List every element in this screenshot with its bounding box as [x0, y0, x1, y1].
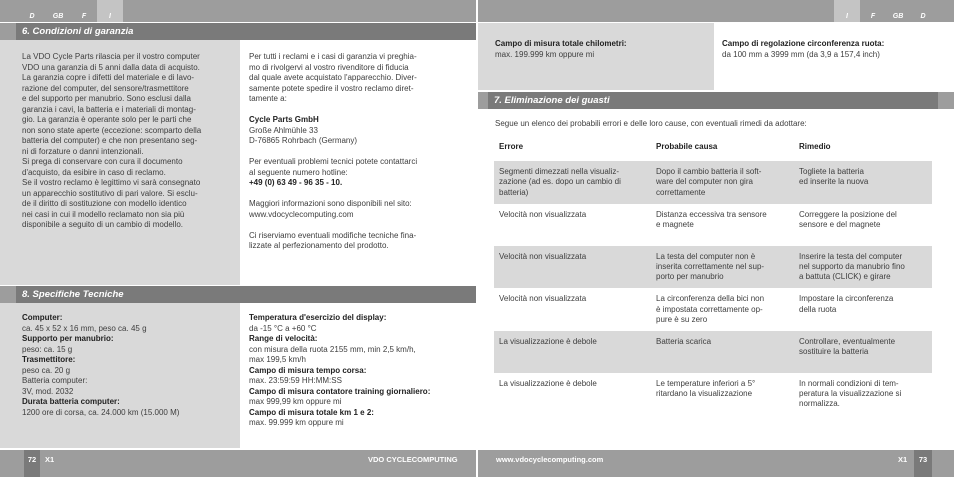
cell-cause-line: Dopo il cambio batteria il soft- — [656, 167, 762, 177]
cell-cause — [651, 161, 794, 204]
specs-section-header: 8. Specifiche Tecniche — [16, 286, 476, 303]
cell-cause-line: Distanza eccessiva tra sensore — [656, 209, 767, 219]
specs-col3 — [495, 39, 710, 60]
table-row — [494, 204, 932, 246]
cell-cause — [651, 373, 794, 416]
cell-error — [494, 161, 651, 204]
warranty-col1-line: La garanzia copre i difetti del materiale e di lavo- — [22, 73, 195, 82]
language-tab-gb[interactable]: GB — [892, 13, 904, 20]
page-number-left: 72 — [24, 450, 40, 477]
language-tab-f[interactable]: F — [81, 13, 87, 20]
warranty-col2-intro-line: tamente a: — [249, 94, 287, 103]
table-row — [494, 373, 932, 416]
cell-error — [494, 288, 651, 331]
language-tab-d[interactable]: D — [920, 13, 926, 20]
warranty-col1-line: razione del computer, del sensore/trasmettitore — [22, 83, 189, 93]
footer-brand: VDO CYCLECOMPUTING — [368, 455, 458, 464]
cell-remedy-line: sensore e del magnete — [799, 220, 881, 230]
footer-model-left: X1 — [45, 455, 55, 464]
cell-error — [494, 331, 651, 373]
warranty-section-header: 6. Condizioni di garanzia — [16, 23, 476, 40]
warranty-col1-line: Se il vostro reclamo è legittimo vi sarà consegnato — [22, 178, 201, 187]
warranty-col1-line: ni di forzature o danni intenzionali. — [22, 146, 144, 156]
left-edge-bar — [0, 23, 16, 40]
reserve-text-line: lizzate al perfezionamento del prodotto. — [249, 241, 389, 250]
cell-error-line: Segmenti dimezzati nella visualiz- — [499, 167, 620, 177]
spec-computer-value: ca. 45 x 52 x 16 mm, peso ca. 45 g — [22, 323, 147, 333]
spec-km12-label: Campo di misura totale km 1 e 2: — [249, 407, 374, 417]
cell-cause-line: inserita correttamente nel sup- — [656, 262, 765, 272]
troubleshooting-section-header: 7. Eliminazione dei guasti — [488, 92, 938, 109]
spec-total-label: Campo di misura totale chilometri: — [495, 39, 627, 48]
left-gutter-right-page — [478, 92, 488, 109]
spec-time-value: max. 23:59:59 HH:MM:SS — [249, 376, 342, 385]
spec-battery-value: 1200 ore di corsa, ca. 24.000 km (15.000 M) — [22, 407, 180, 417]
spec-wheel-label: Campo di regolazione circonferenza ruota: — [722, 39, 885, 48]
cell-remedy-line: Togliete la batteria — [799, 167, 864, 177]
warranty-col1-line: non sono state aperte (eccezione: scomparto della — [22, 125, 202, 135]
cell-remedy-line: a battuta (CLICK) e girare — [799, 272, 891, 282]
spec-speed-label: Range di velocità: — [249, 334, 318, 343]
hotline-text-line: al seguente numero hotline: — [249, 167, 348, 177]
spec-speed-value-line: con misura della ruota 2155 mm, min 2,5 km/h, — [249, 344, 416, 354]
cell-cause-line: ware del computer non gira — [656, 177, 753, 187]
cell-remedy-line: della ruota — [799, 304, 837, 314]
cell-error-line: Velocità non visualizzata — [499, 209, 587, 219]
table-row — [494, 161, 932, 204]
cell-cause-line: è impostata correttamente op- — [656, 304, 763, 314]
cell-cause-line: correttamente — [656, 187, 706, 197]
warranty-col1-line: garanzia i cavi, la batteria e i materiali di montag- — [22, 104, 196, 114]
cell-error-line: Velocità non visualizzata — [499, 294, 587, 304]
cell-remedy — [794, 331, 932, 373]
table-row — [494, 288, 932, 331]
warranty-col1-line: VDO una garanzia di 5 anni dalla data di acquisto. — [22, 62, 200, 72]
cell-remedy-line: In normali condizioni di tem- — [799, 379, 899, 389]
company-street: Große Ahlmühle 33 — [249, 125, 318, 135]
spec-mount-label: Supporto per manubrio: — [22, 334, 114, 343]
table-row — [494, 331, 932, 373]
info-text-line: Maggiori informazioni sono disponibili nel sito: — [249, 199, 412, 208]
cell-error-line: La visualizzazione è debole — [499, 379, 597, 389]
cell-remedy — [794, 204, 932, 246]
warranty-text-col2 — [249, 52, 474, 252]
right-edge-bar-top — [938, 23, 954, 90]
cell-remedy-line: ed inserite la nuova — [799, 177, 869, 187]
cell-error — [494, 373, 651, 416]
spec-battery-label: Durata batteria computer: — [22, 397, 120, 406]
header-remedy: Rimedio — [799, 142, 831, 151]
warranty-col1-line: gio. La garanzia è operante solo per le parti che — [22, 115, 192, 124]
cell-cause — [651, 246, 794, 289]
warranty-col1-line: nei casi in cui il modello reclamato non sia più — [22, 209, 185, 219]
cell-error-line: zazione (ad es. dopo un cambio di — [499, 177, 621, 187]
specs-col1 — [22, 313, 237, 418]
cell-remedy — [794, 373, 932, 416]
warranty-col1-line: disponibile a seguito di un cambio di modello. — [22, 220, 183, 229]
hotline-text-line: Per eventuali problemi tecnici potete contattarci — [249, 157, 418, 166]
footer-url: www.vdocyclecomputing.com — [496, 455, 604, 464]
warranty-col1-line: e del supporto per manubrio. Sono esclusi dalla — [22, 94, 191, 103]
warranty-col1-line: d'acquisto, da esibire in caso di reclamo. — [22, 167, 166, 177]
table-header-row — [494, 138, 932, 161]
company-name: Cycle Parts GmbH — [249, 115, 319, 124]
specs-col2 — [249, 313, 474, 429]
cell-remedy-line: peratura la visualizzazione si — [799, 389, 902, 399]
language-tab-f[interactable]: F — [870, 13, 876, 20]
cell-cause — [651, 288, 794, 331]
cell-remedy-line: nel supporto da manubrio fino — [799, 262, 905, 272]
table-row — [494, 246, 932, 289]
spec-transmitter-label: Trasmettitore: — [22, 355, 76, 364]
cell-remedy-line: Inserire la testa del computer — [799, 251, 903, 261]
spec-transmitter-value-line: peso ca. 20 g — [22, 365, 71, 375]
cell-cause — [651, 331, 794, 373]
language-tab-i[interactable]: I — [97, 0, 123, 22]
cell-error-line: Velocità non visualizzata — [499, 251, 587, 261]
language-tab-i[interactable]: I — [834, 0, 860, 22]
cell-error-line: La visualizzazione è debole — [499, 337, 597, 347]
troubleshooting-table — [494, 138, 932, 416]
cell-cause-line: Batteria scarica — [656, 337, 712, 347]
cell-remedy-line: Controllare, eventualmente — [799, 337, 896, 347]
cell-remedy-line: Impostare la circonferenza — [799, 294, 894, 304]
warranty-col1-line: Si prega di conservare con cura il documento — [22, 157, 183, 166]
spec-daily-value: max 999,99 km oppure mi — [249, 397, 342, 406]
cell-cause-line: porto per manubrio — [656, 272, 724, 282]
cell-error — [494, 204, 651, 246]
warranty-col2-intro-line: Per tutti i reclami e i casi di garanzia vi preghia- — [249, 52, 417, 61]
warranty-col1-line: batteria del computer) e che non presentano seg- — [22, 136, 198, 145]
troubleshooting-intro: Segue un elenco dei probabili errori e delle loro cause, con eventuali rimedi da adottare: — [495, 119, 807, 128]
company-city: D-76865 Rohrbach (Germany) — [249, 136, 358, 145]
spec-transmitter-value-line: 3V, mod. 2032 — [22, 386, 74, 396]
spec-time-label: Campo di misura tempo corsa: — [249, 365, 367, 375]
spec-km12-value: max. 99.999 km oppure mi — [249, 418, 344, 427]
hotline-number: +49 (0) 63 49 - 96 35 - 10. — [249, 178, 343, 187]
cell-cause-line: La testa del computer non è — [656, 251, 756, 261]
right-edge-bar — [938, 92, 954, 109]
cell-cause-line: ritardano la visualizzazione — [656, 389, 753, 399]
info-text-line: www.vdocyclecomputing.com — [249, 209, 354, 219]
spec-computer-label: Computer: — [22, 313, 63, 322]
cell-remedy-line: Correggere la posizione del — [799, 209, 897, 219]
cell-remedy — [794, 161, 932, 204]
spec-transmitter-value-line: Batteria computer: — [22, 376, 88, 385]
warranty-col2-intro-line: dal quale avete acquistato l'apparecchio. Diver- — [249, 73, 417, 82]
warranty-col1-line: de il diritto di sostituzione con modello identico — [22, 199, 187, 208]
cell-remedy — [794, 246, 932, 289]
cell-error-line: batteria) — [499, 187, 529, 197]
reserve-text-line: Ci riserviamo eventuali modifiche tecniche fina- — [249, 230, 417, 240]
cell-cause-line: pure è su zero — [656, 314, 708, 324]
spec-daily-label: Campo di misura contatore training giornaliero: — [249, 386, 431, 396]
language-tab-gb[interactable]: GB — [52, 13, 64, 20]
header-error: Errore — [499, 142, 524, 151]
language-tab-d[interactable]: D — [29, 13, 35, 20]
page-number-right: 73 — [914, 450, 932, 477]
warranty-col1-line: La VDO Cycle Parts rilascia per il vostro computer — [22, 52, 200, 61]
spec-mount-value: peso: ca. 15 g — [22, 344, 73, 354]
spec-speed-value-line: max 199,5 km/h — [249, 355, 306, 364]
specs-col4 — [722, 39, 942, 60]
cell-error — [494, 246, 651, 289]
warranty-text-col1 — [22, 52, 237, 231]
warranty-col1-line: un apparecchio sostitutivo di pari valore. Si esclu- — [22, 188, 198, 198]
warranty-col2-intro-line: samente potete spedire il vostro reclamo diret- — [249, 83, 414, 93]
cell-remedy-line: normalizza. — [799, 399, 840, 409]
spec-total-value: max. 199.999 km oppure mi — [495, 49, 595, 59]
warranty-col2-intro-line: mo di rivolgervi al vostro rivenditore di fiducia — [249, 62, 409, 72]
cell-remedy — [794, 288, 932, 331]
cell-remedy-line: sostituire la batteria — [799, 347, 869, 357]
cell-cause — [651, 204, 794, 246]
spec-wheel-value: da 100 mm a 3999 mm (da 3,9 a 157,4 inch) — [722, 49, 880, 59]
footer-model-right: X1 — [898, 455, 908, 464]
spec-temp-label: Temperatura d'esercizio del display: — [249, 313, 387, 322]
spec-temp-value: da -15 °C a +60 °C — [249, 323, 317, 333]
cell-cause-line: e magnete — [656, 220, 694, 230]
cell-cause-line: La circonferenza della bici non — [656, 294, 765, 304]
left-edge-bar-2 — [0, 286, 16, 303]
header-cause: Probabile causa — [656, 142, 718, 151]
cell-cause-line: Le temperature inferiori a 5° — [656, 379, 756, 389]
